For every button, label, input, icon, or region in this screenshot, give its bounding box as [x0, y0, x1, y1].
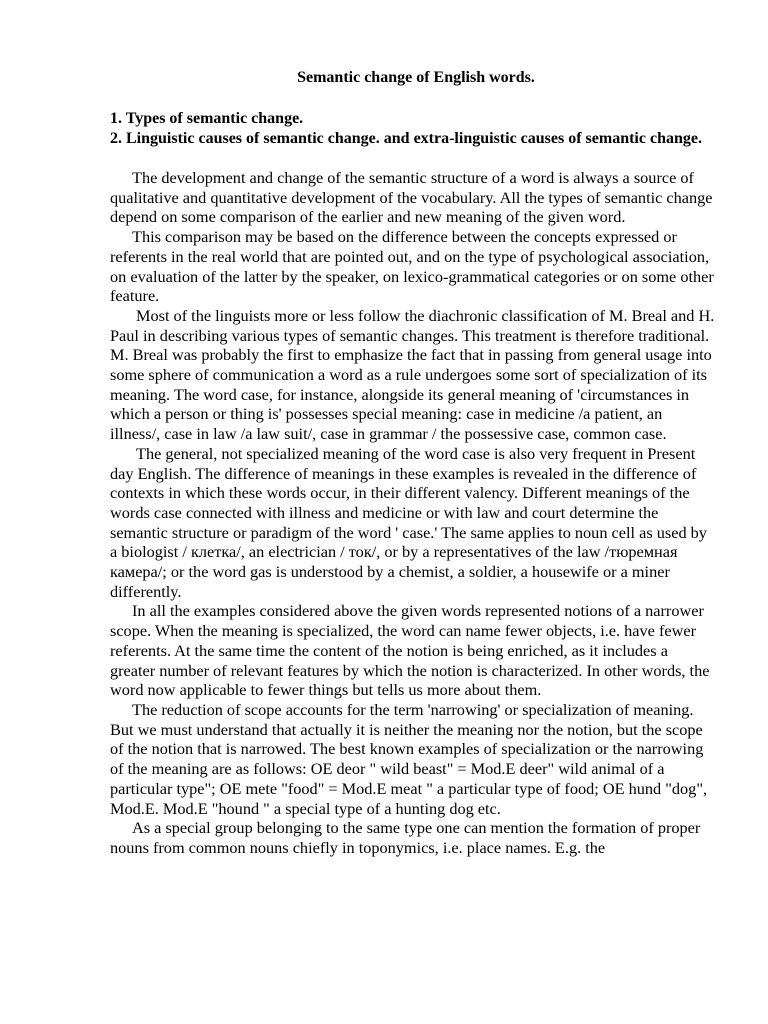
document-body — [110, 168, 716, 858]
document-page — [110, 68, 716, 858]
paragraph-7: As a special group belonging to the same type one can mention the formation of proper nouns from common nouns chiefly in toponymics, i.e. place names. E.g. the — [110, 818, 701, 857]
document-title: Semantic change of English words. — [297, 69, 535, 86]
paragraph-2: This comparison may be based on the difference between the concepts expressed or referents in the real world that are pointed out, and on the type of psychological association, on evaluation of the latter by the speaker, on lexico-grammatical categories or on some other feature. — [110, 227, 714, 306]
toc-item-1: 1. Types of semantic change. — [110, 110, 304, 127]
paragraph-1: The development and change of the semantic structure of a word is always a source of qualitative and quantitative development of the vocabulary. All the types of semantic change depend on some comparison of the earlier and new meaning of the given word. — [110, 168, 713, 227]
paragraph-5: In all the examples considered above the given words represented notions of a narrower scope. When the meaning is specialized, the word can name fewer objects, i.e. have fewer referents. At the same time the content of the notion is being enriched, as it includes a greater number of relevant features by which the notion is characterized. In other words, the word now applicable to fewer things but tells us more about them. — [110, 601, 710, 700]
paragraph-3: Most of the linguists more or less follow the diachronic classification of M. Breal and H. Paul in describing various types of semantic changes. This treatment is therefore traditional. M. Breal was probably the first to emphasize the fact that in passing from general usage into some sphere of communication a word as a rule undergoes some sort of specialization of its meaning. The word case, for instance, alongside its general meaning of 'circumstances in which a person or thing is' possesses special meaning: case in medicine /a patient, an illness/, case in law /a law suit/, case in grammar / the possessive case, common case. — [110, 305, 715, 444]
toc-item-2: 2. Linguistic causes of semantic change. and extra-linguistic causes of semantic change. — [110, 130, 702, 147]
paragraph-6: The reduction of scope accounts for the term 'narrowing' or specialization of meaning. But we must understand that actually it is neither the meaning nor the notion, but the scope of the notion that is narrowed. The best known examples of specialization or the narrowing of the meaning are as follows: OE deor " wild beast" = Mod.E deer" wild animal of a particular type"; OE mete "food" = Mod.E meat " a particular type of food; OE hund "dog", Mod.E. Mod.E "hound " a special type of a hunting dog etc. — [110, 699, 708, 818]
paragraph-4: The general, not specialized meaning of the word case is also very frequent in Present day English. The difference of meanings in these examples is revealed in the difference of contexts in which these words occur, in their different valency. Different meanings of the words case connected with illness and medicine or with law and court determine the semantic structure or paradigm of the word ' case.' The same applies to noun cell as used by a biologist / клетка/, an electrician / ток/, or by a representatives of the law /тюремная камера/; or the word gas is understood by a chemist, a soldier, a housewife or a miner differently. — [110, 443, 707, 601]
table-of-contents — [110, 109, 716, 149]
